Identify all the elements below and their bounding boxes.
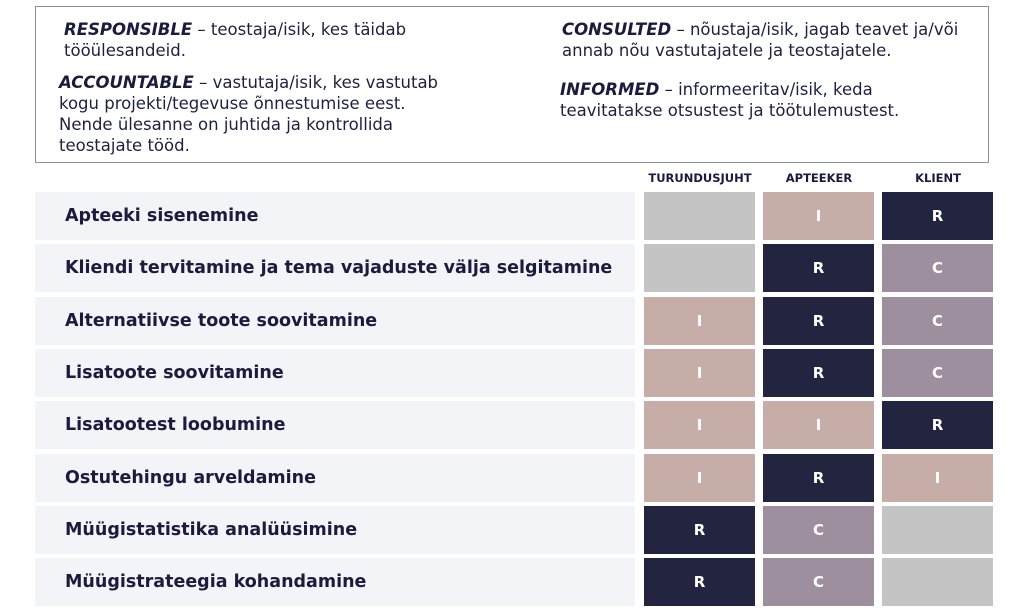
raci-cell-c: C — [763, 506, 874, 554]
legend-term-consulted: CONSULTED — [562, 20, 672, 39]
raci-cell-i: I — [763, 192, 874, 240]
raci-cell-i: I — [882, 454, 993, 502]
raci-cell-c: C — [882, 297, 993, 345]
raci-cell-i: I — [644, 454, 755, 502]
raci-cell-i: I — [644, 349, 755, 397]
raci-legend-box — [35, 6, 989, 163]
legend-term-accountable: ACCOUNTABLE — [59, 73, 194, 92]
legend-accountable — [59, 72, 459, 156]
raci-cell-i: I — [644, 401, 755, 449]
row-label: Apteeki sisenemine — [35, 192, 635, 240]
row-label: Müügistrateegia kohandamine — [35, 558, 635, 606]
raci-cell-empty — [882, 558, 993, 606]
legend-term-responsible: RESPONSIBLE — [64, 20, 193, 39]
raci-cell-r: R — [644, 506, 755, 554]
raci-cell-r: R — [644, 558, 755, 606]
raci-cell-c: C — [882, 349, 993, 397]
legend-desc-informed: – informeeritav/isik, keda teavitatakse otsustest ja töötulemustest. — [560, 80, 900, 120]
raci-cell-r: R — [882, 192, 993, 240]
raci-cell-empty — [644, 192, 755, 240]
legend-desc-consulted: – nõustaja/isik, jagab teavet ja/või annab nõu vastutajatele ja teostajatele. — [562, 20, 959, 60]
row-label: Alternatiivse toote soovitamine — [35, 297, 635, 345]
raci-cell-i: I — [644, 297, 755, 345]
raci-cell-r: R — [882, 401, 993, 449]
raci-cell-r: R — [763, 244, 874, 292]
row-label: Müügistatistika analüüsimine — [35, 506, 635, 554]
raci-cell-empty — [644, 244, 755, 292]
legend-responsible — [64, 19, 444, 61]
column-header-turundusjuht: TURUNDUSJUHT — [648, 171, 752, 185]
raci-cell-r: R — [763, 349, 874, 397]
raci-cell-empty — [882, 506, 993, 554]
row-label: Lisatootest loobumine — [35, 401, 635, 449]
legend-term-informed: INFORMED — [560, 80, 660, 99]
legend-consulted — [562, 19, 987, 61]
legend-informed — [560, 79, 970, 121]
raci-cell-c: C — [763, 558, 874, 606]
legend-desc-responsible: – teostaja/isik, kes täidab tööülesandeid. — [64, 20, 407, 60]
legend-desc-accountable: – vastutaja/isik, kes vastutab kogu projekti/tegevuse õnnestumise eest. Nende ülesanne on juhtida ja kontrollida teostajate tööd. — [59, 73, 439, 155]
column-header-klient: KLIENT — [915, 171, 961, 185]
raci-cell-r: R — [763, 297, 874, 345]
row-label: Lisatoote soovitamine — [35, 349, 635, 397]
raci-cell-r: R — [763, 454, 874, 502]
row-label: Ostutehingu arveldamine — [35, 454, 635, 502]
raci-cell-i: I — [763, 401, 874, 449]
column-header-apteeker: APTEEKER — [785, 171, 853, 185]
raci-cell-c: C — [882, 244, 993, 292]
row-label: Kliendi tervitamine ja tema vajaduste välja selgitamine — [35, 244, 635, 292]
